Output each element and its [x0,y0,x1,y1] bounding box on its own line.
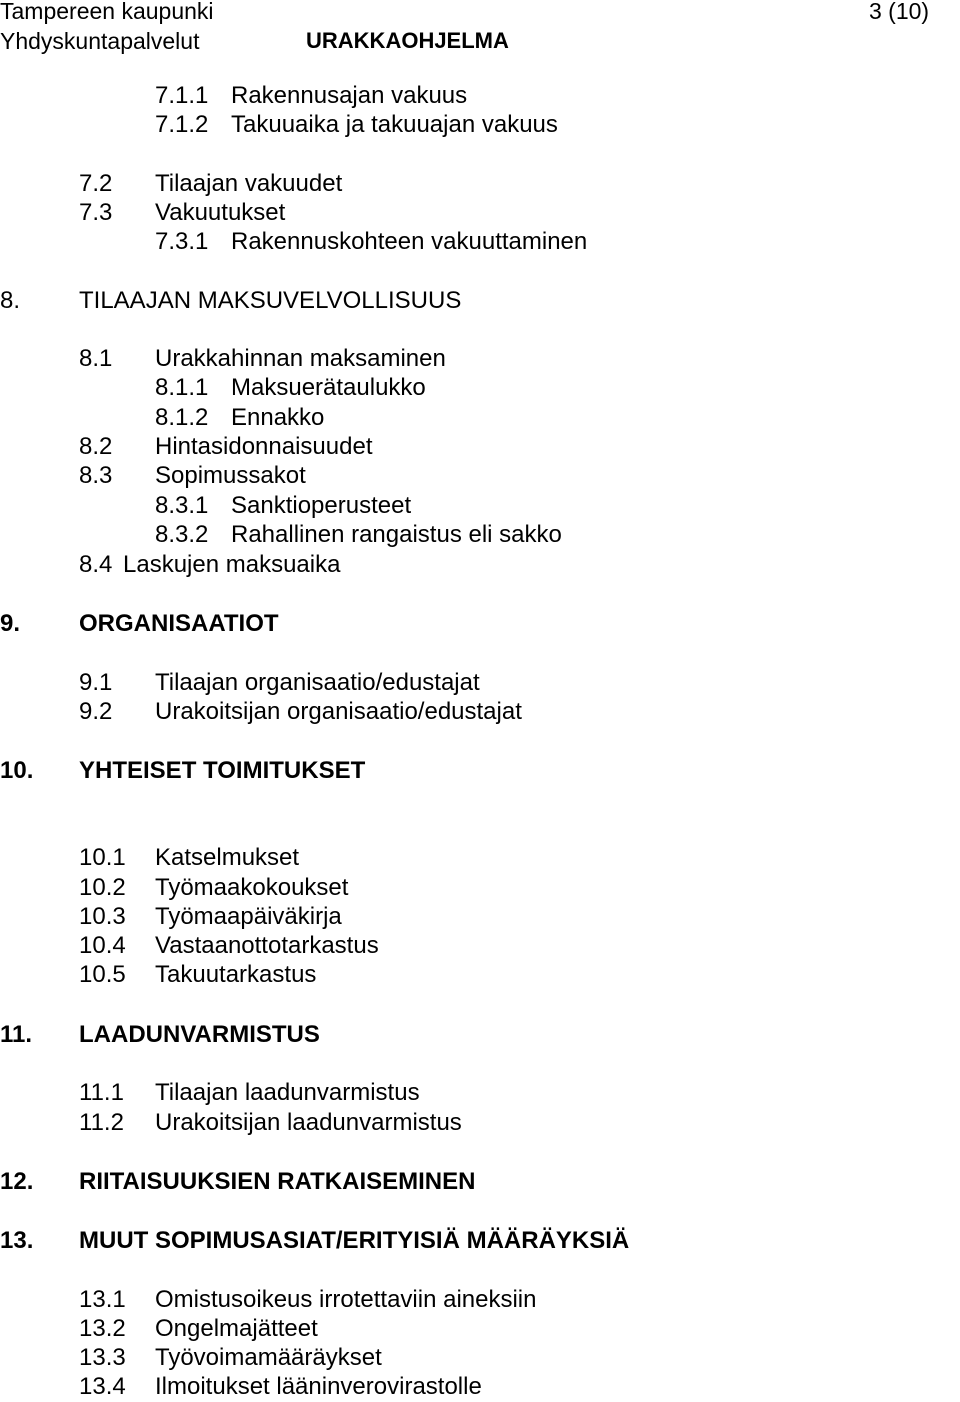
toc-entry-title: Työmaakokoukset [155,874,349,901]
toc-entry-number: 11. [0,1021,33,1048]
toc-entry-title: Takuuaika ja takuuajan vakuus [231,111,558,138]
toc-entry-title: Ongelmajätteet [155,1315,318,1342]
toc-entry-title: TILAAJAN MAKSUVELVOLLISUUS [79,287,462,314]
toc-entry-title: Urakoitsijan laadunvarmistus [155,1109,462,1136]
toc-entry-number: 8.2 [79,433,113,460]
toc-entry-title: Sopimussakot [155,462,306,489]
toc-entry-title: Urakkahinnan maksaminen [155,345,446,372]
toc-entry-title: Laskujen maksuaika [123,551,341,578]
toc-entry-title: Työvoimamääräykset [155,1344,382,1371]
toc-entry-number: 7.3.1 [155,228,209,255]
toc-entry-title: Rahallinen rangaistus eli sakko [231,521,562,548]
toc-entry-title: Tilaajan laadunvarmistus [155,1079,420,1106]
toc-entry-number: 7.3 [79,199,113,226]
toc-entry-title: Rakennuskohteen vakuuttaminen [231,228,588,255]
toc-entry-number: 10.4 [79,932,126,959]
toc-entry-title: Takuutarkastus [155,961,317,988]
toc-entry-title: Vastaanottotarkastus [155,932,379,959]
toc-entry-title: Omistusoikeus irrotettaviin aineksiin [155,1286,537,1313]
toc-entry-number: 13. [0,1227,34,1254]
toc-entry-number: 10.1 [79,844,126,871]
toc-entry-title: Katselmukset [155,844,300,871]
toc-entry-number: 8.1.1 [155,374,209,401]
toc-entry-number: 9.1 [79,669,113,696]
toc-entry-title: Rakennusajan vakuus [231,82,468,109]
toc-entry-title: Sanktioperusteet [231,492,412,519]
toc-entry-title: Tilaajan organisaatio/edustajat [155,669,480,696]
toc-entry-number: 9. [0,610,21,637]
toc-entry-number: 13.4 [79,1373,126,1400]
toc-entry-number: 13.1 [79,1286,126,1313]
toc-entry-number: 10. [0,757,34,784]
toc-entry-number: 10.5 [79,961,126,988]
toc-entry-number: 11.2 [79,1109,124,1136]
toc-entry-number: 8.3.2 [155,521,209,548]
toc-entry-number: 10.2 [79,874,126,901]
toc-entry-title: Tilaajan vakuudet [155,170,343,197]
header-org-line1: Tampereen kaupunki [0,0,214,24]
toc-entry-title: Työmaapäiväkirja [155,903,342,930]
toc-entry-number: 13.3 [79,1344,126,1371]
toc-entry-title: ORGANISAATIOT [79,610,279,637]
toc-entry-title: Ennakko [231,404,325,431]
toc-entry-number: 13.2 [79,1315,126,1342]
toc-entry-number: 7.1.2 [155,111,209,138]
toc-entry-title: Hintasidonnaisuudet [155,433,373,460]
toc-entry-title: Vakuutukset [155,199,286,226]
header-org-line2: Yhdyskuntapalvelut [0,28,200,54]
toc-entry-title: LAADUNVARMISTUS [79,1021,320,1048]
toc-entry-number: 8.1.2 [155,404,209,431]
toc-entry-number: 8.1 [79,345,113,372]
toc-entry-number: 12. [0,1168,34,1195]
toc-entry-title: Urakoitsijan organisaatio/edustajat [155,698,522,725]
header-page-number: 3 (10) [869,0,930,24]
header-doc-title: URAKKAOHJELMA [306,28,509,53]
toc-entry-number: 8.3 [79,462,113,489]
toc-entry-number: 11.1 [79,1079,124,1106]
toc-entry-number: 7.1.1 [155,82,209,109]
toc-entry-title: Ilmoitukset lääninverovirastolle [155,1373,482,1400]
toc-entry-title: MUUT SOPIMUSASIAT/ERITYISIÄ MÄÄRÄYKSIÄ [79,1227,630,1254]
toc-entry-number: 7.2 [79,170,113,197]
toc-entry-title: YHTEISET TOIMITUKSET [79,757,366,784]
toc-entry-number: 10.3 [79,903,126,930]
toc-entry-number: 8. [0,287,21,314]
toc-entry-number: 9.2 [79,698,113,725]
toc-entry-title: RIITAISUUKSIEN RATKAISEMINEN [79,1168,476,1195]
toc-entry-number: 8.3.1 [155,492,209,519]
toc-entry-title: Maksuerätaulukko [231,374,426,401]
toc-entry-number: 8.4 [79,551,113,578]
